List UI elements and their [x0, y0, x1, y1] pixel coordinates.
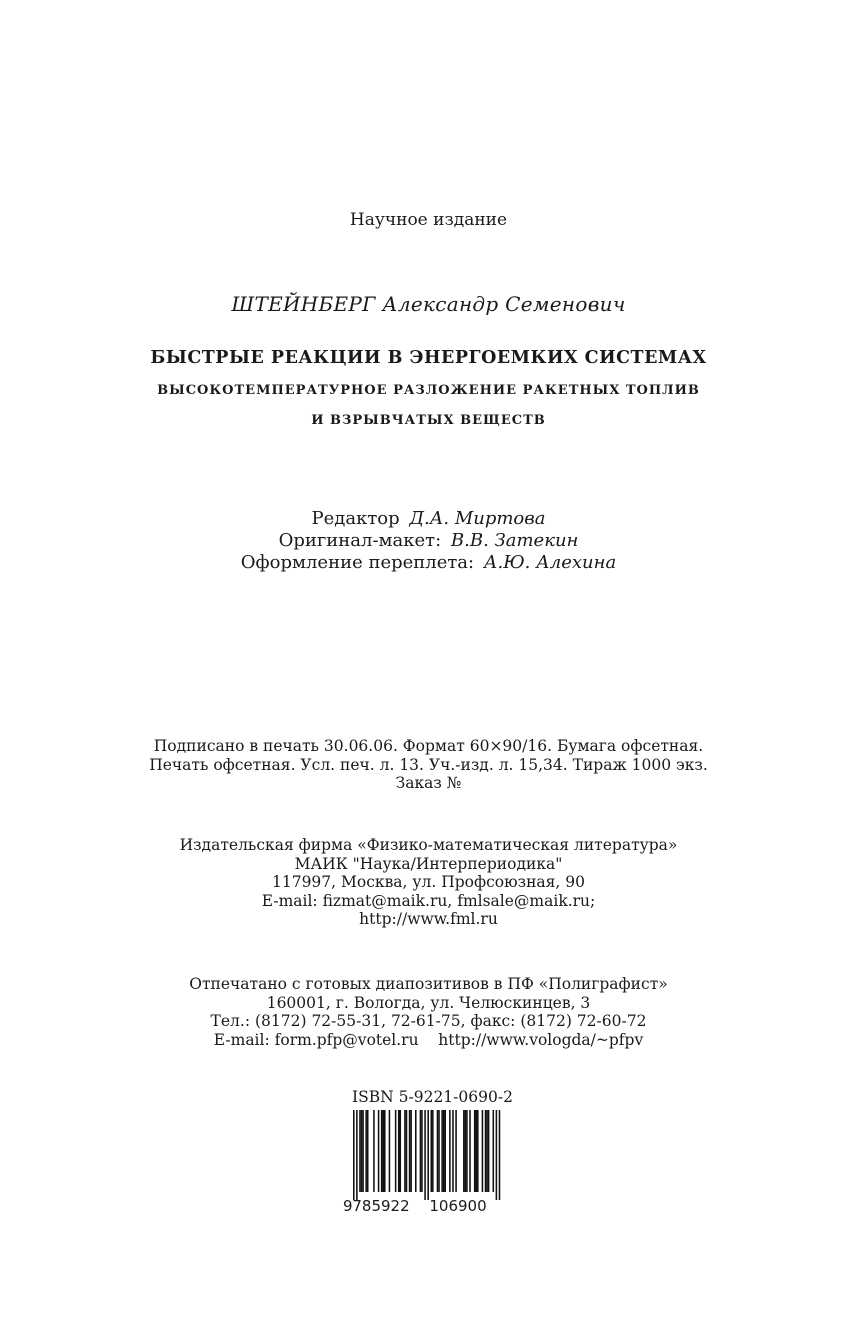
publisher-line: Издательская фирма «Физико-математическая литература» — [179, 836, 678, 854]
barcode-bar — [431, 1110, 433, 1192]
printer-line: E-mail: form.pfp@votel.ru http://www.vologda/~pfpv — [213, 1030, 644, 1049]
barcode-bar — [496, 1110, 498, 1200]
barcode-bar — [406, 1110, 408, 1192]
edition-type: Научное издание — [349, 210, 508, 230]
barcode-bar — [482, 1110, 484, 1192]
barcode-bar — [421, 1110, 423, 1192]
barcode-bar — [486, 1110, 488, 1192]
barcode-bar — [424, 1110, 426, 1200]
barcode-bar — [404, 1110, 406, 1192]
publisher-line: http://www.fml.ru — [359, 910, 498, 928]
barcode-bar — [395, 1110, 397, 1192]
barcode-bar — [455, 1110, 457, 1192]
barcode-bar — [441, 1110, 443, 1192]
barcode-bar — [427, 1110, 429, 1200]
barcode-bar — [382, 1110, 384, 1192]
isbn-barcode — [341, 1108, 506, 1214]
barcode-bar — [444, 1110, 446, 1192]
book-subtitle-line-1: ВЫСОКОТЕМПЕРАТУРНОЕ РАЗЛОЖЕНИЕ РАКЕТНЫХ ТОПЛИВ — [157, 383, 700, 398]
publisher-line: E-mail: fizmat@maik.ru, fmlsale@maik.ru; — [261, 891, 596, 910]
publisher-line: 117997, Москва, ул. Профсоюзная, 90 — [271, 873, 586, 891]
barcode-bar — [400, 1110, 402, 1192]
barcode-bar — [463, 1110, 465, 1192]
barcode-bar — [443, 1110, 445, 1192]
printer-block — [0, 975, 857, 1049]
credit-editor — [0, 508, 857, 530]
barcode-bar — [373, 1110, 375, 1192]
isbn-text: ISBN 5-9221-0690-2 — [352, 1088, 513, 1106]
barcode-bar — [415, 1110, 417, 1192]
printer-line: Отпечатано с готовых диапозитивов в ПФ «Полиграфист» — [189, 975, 668, 993]
book-title: БЫСТРЫЕ РЕАКЦИИ В ЭНЕРГОЕМКИХ СИСТЕМАХ — [150, 348, 707, 368]
barcode-bar — [485, 1110, 487, 1192]
barcode-bar — [389, 1110, 391, 1192]
printer-line: Тел.: (8172) 72-55-31, 72-61-75, факс: (8172) 72-60-72 — [210, 1012, 647, 1030]
barcode-bar — [410, 1110, 412, 1192]
barcode-bar — [398, 1110, 400, 1192]
credit-person: Д.А. Миртова — [409, 508, 546, 529]
credits-block — [0, 508, 857, 574]
barcode-bar — [493, 1110, 495, 1192]
barcode-bars — [353, 1110, 500, 1200]
print-info-block — [0, 737, 857, 793]
barcode-bar — [356, 1110, 358, 1200]
barcode-bar — [384, 1110, 386, 1192]
barcode-bar — [437, 1110, 439, 1192]
barcode-bar — [365, 1110, 367, 1192]
credit-role: Редактор — [311, 508, 400, 529]
barcode-bar — [409, 1110, 411, 1192]
barcode-bar — [361, 1110, 363, 1192]
credit-person: А.Ю. Алехина — [483, 552, 617, 573]
book-subtitle-line-2: И ВЗРЫВЧАТЫХ ВЕЩЕСТВ — [311, 413, 546, 428]
barcode-bar — [475, 1110, 477, 1192]
barcode-bar — [452, 1110, 454, 1192]
author-name: ШТЕЙНБЕРГ Александр Семенович — [231, 292, 626, 316]
barcode-bar — [359, 1110, 361, 1192]
print-info-line: Печать офсетная. Усл. печ. л. 13. Уч.-изд. л. 15,34. Тираж 1000 экз. — [149, 755, 708, 774]
credit-person: В.В. Затекин — [450, 530, 579, 551]
barcode-bar — [367, 1110, 369, 1192]
barcode-bar — [432, 1110, 434, 1192]
barcode-bar — [362, 1110, 364, 1192]
print-info-line: Подписано в печать 30.06.06. Формат 60×90/16. Бумага офсетная. — [153, 737, 704, 755]
printer-line: 160001, г. Вологда, ул. Челюскинцев, 3 — [266, 993, 591, 1012]
print-info-line: Заказ № — [395, 774, 462, 792]
barcode-bar — [378, 1110, 380, 1192]
barcode-bar — [474, 1110, 476, 1192]
barcode-bar — [469, 1110, 471, 1192]
publisher-block — [0, 836, 857, 929]
credit-layout — [0, 530, 857, 552]
barcode-digits-right: 106900 — [429, 1197, 487, 1214]
barcode-bar — [449, 1110, 451, 1192]
barcode-bar — [420, 1110, 422, 1192]
barcode-bar — [438, 1110, 440, 1192]
barcode-digits-left: 785922 — [352, 1197, 410, 1214]
barcode-bar — [353, 1110, 355, 1200]
barcode-bar — [488, 1110, 490, 1192]
barcode-bar — [499, 1110, 501, 1200]
barcode-bar — [465, 1110, 467, 1192]
credit-binding-design — [0, 552, 857, 574]
barcode-digit-first: 9 — [343, 1197, 353, 1214]
credit-role: Оригинал-макет: — [278, 530, 442, 551]
barcode-bar — [381, 1110, 383, 1192]
barcode-bar — [466, 1110, 468, 1192]
publisher-line: МАИК "Наука/Интерпериодика" — [294, 854, 563, 873]
credit-role: Оформление переплета: — [240, 552, 475, 573]
barcode-bar — [477, 1110, 479, 1192]
